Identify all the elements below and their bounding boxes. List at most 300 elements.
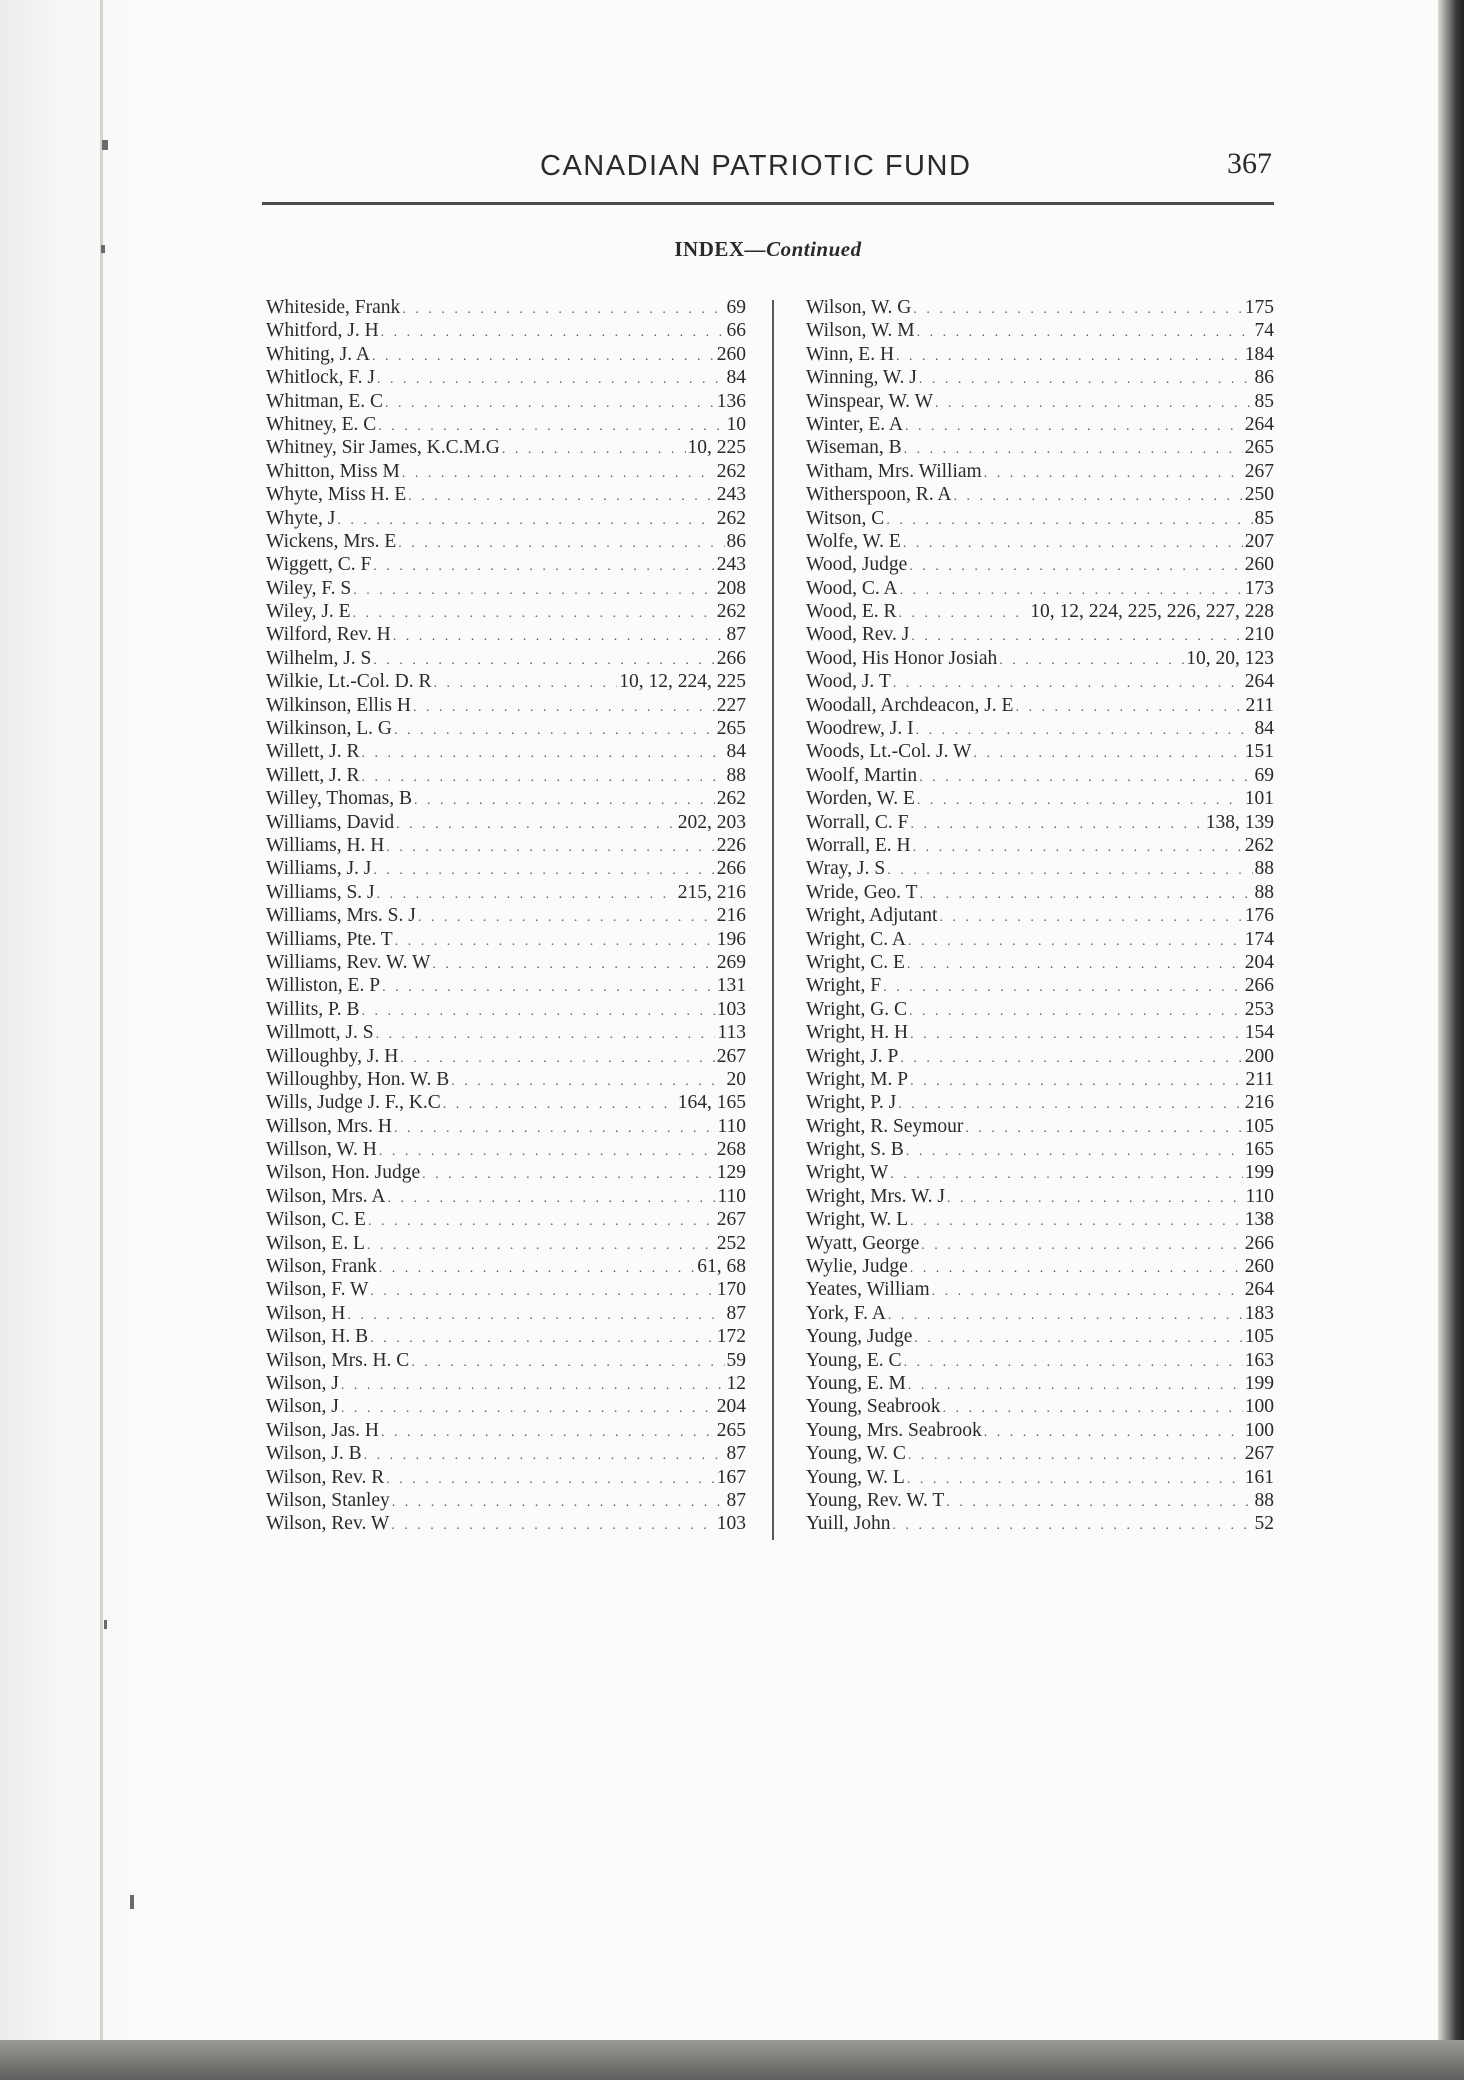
entry-pages: 176: [1244, 905, 1274, 927]
index-entry: [806, 1068, 1274, 1091]
dot-leader: [341, 1374, 725, 1397]
entry-pages: 174: [1244, 928, 1274, 950]
dot-leader: [920, 883, 1253, 906]
dot-leader: [919, 368, 1253, 391]
entry-pages: 207: [1244, 530, 1274, 552]
entry-pages: 88: [726, 764, 746, 786]
index-entry: [266, 1419, 746, 1442]
index-entry: [266, 1138, 746, 1161]
entry-name: Young, E. M: [806, 1372, 906, 1394]
entry-pages: 20: [726, 1068, 746, 1090]
entry-pages: 200: [1244, 1045, 1274, 1067]
entry-pages: 103: [716, 1513, 746, 1535]
entry-pages: 10: [726, 413, 746, 435]
entry-pages: 105: [1244, 1326, 1274, 1348]
entry-name: Wright, M. P: [806, 1068, 909, 1090]
entry-pages: 165: [1244, 1139, 1274, 1161]
dot-leader: [370, 1327, 715, 1350]
entry-pages: 267: [1244, 1443, 1274, 1465]
dot-leader: [946, 1491, 1252, 1514]
dot-leader: [984, 462, 1243, 485]
entry-name: Whyte, Miss H. E: [266, 484, 407, 506]
entry-pages: 265: [1244, 437, 1274, 459]
index-entry: [266, 319, 746, 342]
index-entry: [806, 974, 1274, 997]
entry-pages: 74: [1254, 320, 1274, 342]
entry-pages: 208: [716, 577, 746, 599]
dot-leader: [347, 1304, 724, 1327]
index-entry: [806, 553, 1274, 576]
index-entry: [806, 1255, 1274, 1278]
entry-name: Wills, Judge J. F., K.C: [266, 1092, 441, 1114]
entry-name: Wilson, Rev. R: [266, 1466, 385, 1488]
scan-speck: [102, 140, 108, 150]
index-entry: [806, 1302, 1274, 1325]
entry-pages: 199: [1244, 1162, 1274, 1184]
index-entry: [266, 1232, 746, 1255]
entry-name: Wiggett, C. F: [266, 554, 372, 576]
index-entry: [266, 928, 746, 951]
entry-name: Wickens, Mrs. E: [266, 530, 397, 552]
entry-name: Williams, Mrs. S. J: [266, 905, 416, 927]
dot-leader: [909, 1000, 1243, 1023]
index-entry: [266, 1021, 746, 1044]
entry-pages: 252: [716, 1232, 746, 1254]
dot-leader: [887, 859, 1252, 882]
entry-pages: 264: [1244, 1279, 1274, 1301]
entry-name: Woodrew, J. I: [806, 718, 914, 740]
dot-leader: [910, 1210, 1243, 1233]
entry-pages: 129: [716, 1162, 746, 1184]
index-entry: [806, 998, 1274, 1021]
index-entry: [266, 507, 746, 530]
dot-leader: [908, 930, 1243, 953]
entry-pages: 87: [726, 1489, 746, 1511]
dot-leader: [434, 672, 618, 695]
index-entry: [266, 1466, 746, 1489]
dot-leader: [364, 1444, 725, 1467]
dot-leader: [939, 906, 1242, 929]
entry-name: Winn, E. H: [806, 343, 895, 365]
entry-name: Whitman, E. C: [266, 390, 383, 412]
dot-leader: [337, 509, 714, 532]
entry-pages: 202, 203: [677, 811, 746, 833]
entry-name: Wilson, F. W: [266, 1279, 369, 1301]
entry-pages: 265: [716, 1419, 746, 1441]
entry-name: Williams, H. H: [266, 834, 385, 856]
entry-name: Wilhelm, J. S: [266, 647, 372, 669]
entry-name: Wilson, Mrs. H. C: [266, 1349, 410, 1371]
entry-pages: 266: [1244, 1232, 1274, 1254]
index-entry: [806, 1091, 1274, 1114]
entry-name: Young, Judge: [806, 1326, 913, 1348]
entry-name: Wright, R. Seymour: [806, 1115, 964, 1137]
dot-leader: [898, 1093, 1243, 1116]
index-entry: [806, 787, 1274, 810]
index-entry: [806, 1419, 1274, 1442]
entry-name: Young, W. L: [806, 1466, 905, 1488]
entry-name: Wood, His Honor Josiah: [806, 647, 998, 669]
running-title: CANADIAN PATRIOTIC FUND: [540, 150, 972, 182]
entry-pages: 87: [726, 1302, 746, 1324]
entry-name: Wyatt, George: [806, 1232, 920, 1254]
entry-pages: 85: [1254, 390, 1274, 412]
entry-name: Winning, W. J: [806, 367, 917, 389]
index-entry: [266, 1255, 746, 1278]
page-bottom-edge-shadow: [0, 2040, 1464, 2080]
dot-leader: [886, 509, 1252, 532]
index-entry: [266, 623, 746, 646]
dot-leader: [414, 789, 715, 812]
dot-leader: [377, 883, 676, 906]
index-entry: [266, 1442, 746, 1465]
entry-pages: 266: [1244, 975, 1274, 997]
dot-leader: [361, 766, 724, 789]
entry-pages: 264: [1244, 671, 1274, 693]
dot-leader: [394, 719, 715, 742]
index-entry: [806, 483, 1274, 506]
index-entry: [266, 1372, 746, 1395]
entry-name: Wood, Rev. J: [806, 624, 910, 646]
entry-pages: 69: [726, 297, 746, 318]
entry-pages: 84: [726, 741, 746, 763]
entry-pages: 267: [716, 1209, 746, 1231]
entry-name: Wolfe, W. E: [806, 530, 901, 552]
entry-pages: 265: [716, 718, 746, 740]
entry-pages: 84: [726, 367, 746, 389]
dot-leader: [443, 1093, 676, 1116]
entry-name: Witson, C: [806, 507, 885, 529]
entry-name: Wright, G. C: [806, 998, 908, 1020]
index-entry: [266, 483, 746, 506]
index-entry: [806, 507, 1274, 530]
dot-leader: [432, 953, 714, 976]
dot-leader: [378, 415, 724, 438]
entry-pages: 204: [716, 1396, 746, 1418]
entry-pages: 262: [716, 460, 746, 482]
entry-pages: 173: [1244, 577, 1274, 599]
dot-leader: [377, 368, 725, 391]
dot-leader: [386, 1468, 715, 1491]
index-entry: [266, 1278, 746, 1301]
entry-name: Wood, E. R: [806, 601, 897, 623]
entry-name: Worrall, C. F: [806, 811, 909, 833]
entry-name: Wright, P. J: [806, 1092, 897, 1114]
entry-name: Wilkinson, Ellis H: [266, 694, 411, 716]
entry-name: Wright, S. B: [806, 1139, 904, 1161]
index-entry: [266, 1185, 746, 1208]
index-entry: [806, 1372, 1274, 1395]
entry-name: Williston, E. P: [266, 975, 381, 997]
entry-pages: 10, 20, 123: [1186, 647, 1274, 669]
dot-leader: [387, 1187, 715, 1210]
entry-name: Wilson, H. B: [266, 1326, 369, 1348]
entry-pages: 110: [717, 1185, 746, 1207]
entry-pages: 61, 68: [697, 1256, 746, 1278]
entry-pages: 10, 12, 224, 225: [619, 671, 746, 693]
index-entry: [806, 1512, 1274, 1535]
dot-leader: [943, 1397, 1243, 1420]
entry-pages: 52: [1254, 1513, 1274, 1535]
index-entry: [806, 366, 1274, 389]
dot-leader: [935, 392, 1253, 415]
entry-name: Willmott, J. S: [266, 1022, 374, 1044]
section-title: INDEX: [674, 237, 745, 261]
dot-leader: [392, 1491, 725, 1514]
dot-leader: [908, 1444, 1243, 1467]
entry-name: Wilson, J: [266, 1372, 339, 1394]
entry-name: Wright, C. A: [806, 928, 906, 950]
index-entry: [806, 1021, 1274, 1044]
index-entry: [266, 647, 746, 670]
entry-name: Willett, J. R: [266, 764, 360, 786]
index-entry: [266, 553, 746, 576]
index-entry: [266, 1395, 746, 1418]
entry-pages: 100: [1244, 1419, 1274, 1441]
entry-name: Witherspoon, R. A: [806, 484, 952, 506]
index-entry: [806, 740, 1274, 763]
entry-pages: 269: [716, 951, 746, 973]
entry-name: Wilson, J: [266, 1396, 339, 1418]
entry-pages: 66: [726, 320, 746, 342]
entry-name: Whitney, Sir James, K.C.M.G: [266, 437, 500, 459]
entry-name: Wilson, Hon. Judge: [266, 1162, 421, 1184]
dot-leader: [398, 532, 724, 555]
index-entry: [806, 600, 1274, 623]
dot-leader: [914, 1327, 1242, 1350]
index-entry: [266, 413, 746, 436]
dot-leader: [367, 1234, 715, 1257]
dot-leader: [917, 321, 1253, 344]
binding-line: [100, 0, 103, 2080]
dot-leader: [888, 1304, 1243, 1327]
dot-leader: [402, 298, 724, 321]
entry-pages: 262: [716, 601, 746, 623]
index-entry: [806, 530, 1274, 553]
index-entry: [266, 1489, 746, 1512]
entry-pages: 138, 139: [1205, 811, 1274, 833]
dot-leader: [391, 1514, 715, 1537]
dot-leader: [373, 649, 714, 672]
entry-name: Willett, J. R: [266, 741, 360, 763]
dot-leader: [341, 1397, 715, 1420]
entry-name: Wiley, J. E: [266, 601, 351, 623]
dot-leader: [900, 579, 1243, 602]
index-entry: [806, 881, 1274, 904]
entry-pages: 10, 225: [687, 437, 746, 459]
dot-leader: [904, 1351, 1243, 1374]
entry-pages: 138: [1244, 1209, 1274, 1231]
entry-name: Wilford, Rev. H: [266, 624, 391, 646]
dot-leader: [411, 1351, 724, 1374]
dot-leader: [896, 345, 1243, 368]
dot-leader: [422, 1163, 715, 1186]
index-entry: [806, 1115, 1274, 1138]
index-entry: [266, 1325, 746, 1348]
entry-pages: 170: [716, 1279, 746, 1301]
entry-name: Woodall, Archdeacon, J. E: [806, 694, 1014, 716]
entry-name: Wright, J. P: [806, 1045, 899, 1067]
entry-pages: 215, 216: [677, 881, 746, 903]
entry-pages: 262: [716, 788, 746, 810]
entry-pages: 161: [1244, 1466, 1274, 1488]
index-entry: [806, 1208, 1274, 1231]
dot-leader: [900, 1047, 1242, 1070]
entry-name: Wilson, W. M: [806, 320, 915, 342]
index-entry: [806, 834, 1274, 857]
entry-pages: 10, 12, 224, 225, 226, 227, 228: [1030, 601, 1274, 623]
dot-leader: [451, 1070, 724, 1093]
dot-leader: [400, 1047, 714, 1070]
index-entry: [806, 1278, 1274, 1301]
entry-name: Williams, J. J: [266, 858, 372, 880]
entry-pages: 86: [726, 530, 746, 552]
entry-name: Wright, Adjutant: [806, 905, 938, 927]
dot-leader: [413, 696, 715, 719]
dot-leader: [911, 625, 1242, 648]
entry-pages: 84: [1254, 718, 1274, 740]
index-entry: [266, 670, 746, 693]
entry-pages: 243: [716, 484, 746, 506]
index-entry: [266, 998, 746, 1021]
entry-name: Wright, F: [806, 975, 882, 997]
entry-name: Young, Seabrook: [806, 1396, 941, 1418]
dot-leader: [913, 298, 1242, 321]
entry-name: Wright, H. H: [806, 1022, 909, 1044]
entry-pages: 266: [716, 858, 746, 880]
entry-pages: 59: [726, 1349, 746, 1371]
entry-name: Whiting, J. A: [266, 343, 371, 365]
entry-name: Young, E. C: [806, 1349, 902, 1371]
index-entry: [806, 1442, 1274, 1465]
entry-pages: 210: [1244, 624, 1274, 646]
entry-name: Yuill, John: [806, 1513, 891, 1535]
index-entry: [266, 343, 746, 366]
entry-name: Wilson, H: [266, 1302, 346, 1324]
index-entry: [266, 740, 746, 763]
entry-pages: 226: [716, 834, 746, 856]
entry-pages: 172: [716, 1326, 746, 1348]
dot-leader: [381, 1421, 715, 1444]
entry-pages: 103: [716, 998, 746, 1020]
index-entry: [266, 530, 746, 553]
entry-name: Young, Mrs. Seabrook: [806, 1419, 982, 1441]
index-entry: [806, 390, 1274, 413]
entry-name: Whitford, J. H: [266, 320, 379, 342]
dot-leader: [883, 976, 1243, 999]
dot-leader: [418, 906, 715, 929]
dot-leader: [890, 1163, 1242, 1186]
dot-leader: [965, 1117, 1242, 1140]
scan-speck: [130, 1895, 134, 1909]
entry-name: Williams, S. J: [266, 881, 375, 903]
index-entry: [806, 1489, 1274, 1512]
dot-leader: [408, 485, 714, 508]
entry-pages: 260: [716, 343, 746, 365]
entry-pages: 175: [1244, 297, 1274, 318]
index-entry: [266, 577, 746, 600]
index-entry: [806, 1325, 1274, 1348]
entry-pages: 151: [1244, 741, 1274, 763]
running-header: [262, 147, 1272, 200]
entry-name: Young, W. C: [806, 1443, 906, 1465]
index-entry: [266, 600, 746, 623]
entry-name: Wilson, C. E: [266, 1209, 366, 1231]
entry-pages: 227: [716, 694, 746, 716]
dot-leader: [909, 555, 1242, 578]
page-right-edge-shadow: [1438, 0, 1464, 2080]
index-entry: [266, 1302, 746, 1325]
entry-pages: 262: [1244, 834, 1274, 856]
dot-leader: [385, 392, 715, 415]
dot-leader: [916, 719, 1253, 742]
dot-leader: [402, 462, 715, 485]
entry-name: Young, Rev. W. T: [806, 1489, 945, 1511]
entry-name: Wilson, E. L: [266, 1232, 365, 1254]
dot-leader: [919, 766, 1252, 789]
entry-name: Wright, Mrs. W. J: [806, 1185, 945, 1207]
dot-leader: [353, 579, 715, 602]
dot-leader: [910, 1070, 1243, 1093]
index-entry: [266, 366, 746, 389]
index-entry: [806, 343, 1274, 366]
dot-leader: [386, 836, 714, 859]
section-continued: —Continued: [744, 237, 862, 261]
entry-name: Witham, Mrs. William: [806, 460, 982, 482]
entry-name: Willoughby, J. H: [266, 1045, 399, 1067]
dot-leader: [910, 1023, 1243, 1046]
entry-name: Wilson, J. B: [266, 1443, 362, 1465]
index-entry: [806, 1349, 1274, 1372]
entry-pages: 211: [1245, 1068, 1274, 1090]
entry-pages: 85: [1254, 507, 1274, 529]
index-entry: [806, 1466, 1274, 1489]
entry-name: Willoughby, Hon. W. B: [266, 1068, 450, 1090]
dot-leader: [999, 649, 1184, 672]
dot-leader: [373, 859, 714, 882]
entry-name: Wylie, Judge: [806, 1256, 908, 1278]
entry-name: Wride, Geo. T: [806, 881, 918, 903]
dot-leader: [903, 532, 1243, 555]
entry-name: Wilson, Mrs. A: [266, 1185, 386, 1207]
entry-name: Wilson, Stanley: [266, 1489, 390, 1511]
index-entry: [266, 904, 746, 927]
dot-leader: [379, 1257, 695, 1280]
index-column-left: [266, 296, 746, 1536]
entry-name: Williams, David: [266, 811, 395, 833]
entry-pages: 12: [726, 1372, 746, 1394]
entry-name: Winter, E. A: [806, 413, 903, 435]
entry-pages: 260: [1244, 1256, 1274, 1278]
dot-leader: [913, 836, 1243, 859]
entry-pages: 268: [716, 1139, 746, 1161]
dot-leader: [393, 625, 725, 648]
index-entry: [266, 857, 746, 880]
dot-leader: [973, 742, 1242, 765]
entry-name: York, F. A: [806, 1302, 886, 1324]
entry-pages: 88: [1254, 881, 1274, 903]
entry-name: Wilson, Jas. H: [266, 1419, 379, 1441]
index-entry: [266, 460, 746, 483]
index-entry: [806, 694, 1274, 717]
entry-pages: 113: [717, 1022, 746, 1044]
entry-name: Wilkie, Lt.-Col. D. R: [266, 671, 432, 693]
entry-name: Wood, Judge: [806, 554, 908, 576]
entry-name: Woolf, Martin: [806, 764, 918, 786]
entry-name: Wilson, Frank: [266, 1256, 377, 1278]
index-entry: [806, 928, 1274, 951]
index-column-right: [806, 296, 1274, 1536]
